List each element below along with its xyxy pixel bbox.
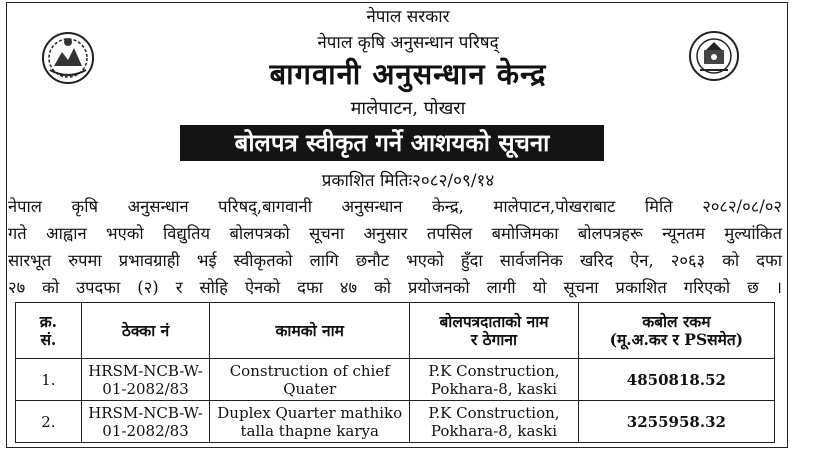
table-header-row	[16, 303, 775, 359]
paragraph-line: २७ को उपदफा (२) र सोहि ऐनको दफा ४७ को प्रयोजनको लागी यो सूचना प्रकाशित गरिएको छ ।	[8, 278, 782, 297]
notice-header	[0, 0, 816, 122]
published-date: प्रकाशित मितिः२०८२/०९/१४	[321, 171, 495, 191]
paragraph-line: नेपाल कृषि अनुसन्धान परिषद्,बागवानी अनुसन्धान केन्द्र, मालेपाटन,पोखराबाट मिति २०८२/०८/०२	[8, 197, 782, 216]
cell-serial-number: 2.	[16, 401, 82, 443]
centre-address: मालेपाटन, पोखरा	[350, 98, 466, 119]
contracts-table	[15, 302, 775, 443]
header-work-name: कामको नाम	[210, 303, 410, 359]
header-serial-number: क्र. सं.	[16, 303, 82, 359]
notice-paragraph	[8, 193, 782, 301]
paragraph-line: सारभूत रुपमा प्रभावग्राही भई स्वीकृतको लागि छनौट भएको हुँदा सार्वजनिक खरिद ऐन, २०६३ को दफा	[8, 251, 782, 270]
table-row	[16, 359, 775, 401]
cell-bidder: P.K Construction, Pokhara-8, kaski	[410, 401, 579, 443]
cell-contract-number: HRSM-NCB-W- 01-2082/83	[81, 401, 209, 443]
cell-contract-number: HRSM-NCB-W- 01-2082/83	[81, 359, 209, 401]
cell-work-name: Duplex Quarter mathiko talla thapne karya	[210, 401, 410, 443]
government-title: नेपाल सरकार	[366, 7, 450, 27]
header-bidder-name-address: बोलपत्रदाताको नाम र ठेगाना	[410, 303, 579, 359]
cell-work-name: Construction of chief Quater	[210, 359, 410, 401]
cell-serial-number: 1.	[16, 359, 82, 401]
centre-name: बागवानी अनुसन्धान केन्द्र	[269, 57, 547, 91]
cell-bid-amount: 3255958.32	[578, 401, 774, 443]
cell-bid-amount: 4850818.52	[578, 359, 774, 401]
paragraph-line: गते आह्वान भएको विद्युतिय बोलपत्रको सूचना अनुसार तपसिल बमोजिमका बोलपत्रहरू न्यूनतम मुल्यांकित	[8, 224, 782, 243]
header-bid-amount: कबोल रकम (मू.अ.कर र PSसमेत)	[578, 303, 774, 359]
council-name: नेपाल कृषि अनुसन्धान परिषद्	[317, 33, 499, 53]
header-contract-number: ठेक्का नं	[81, 303, 209, 359]
notice-title-banner: बोलपत्र स्वीकृत गर्ने आशयको सूचना	[180, 125, 604, 161]
table-row	[16, 401, 775, 443]
cell-bidder: P.K Construction, Pokhara-8, kaski	[410, 359, 579, 401]
